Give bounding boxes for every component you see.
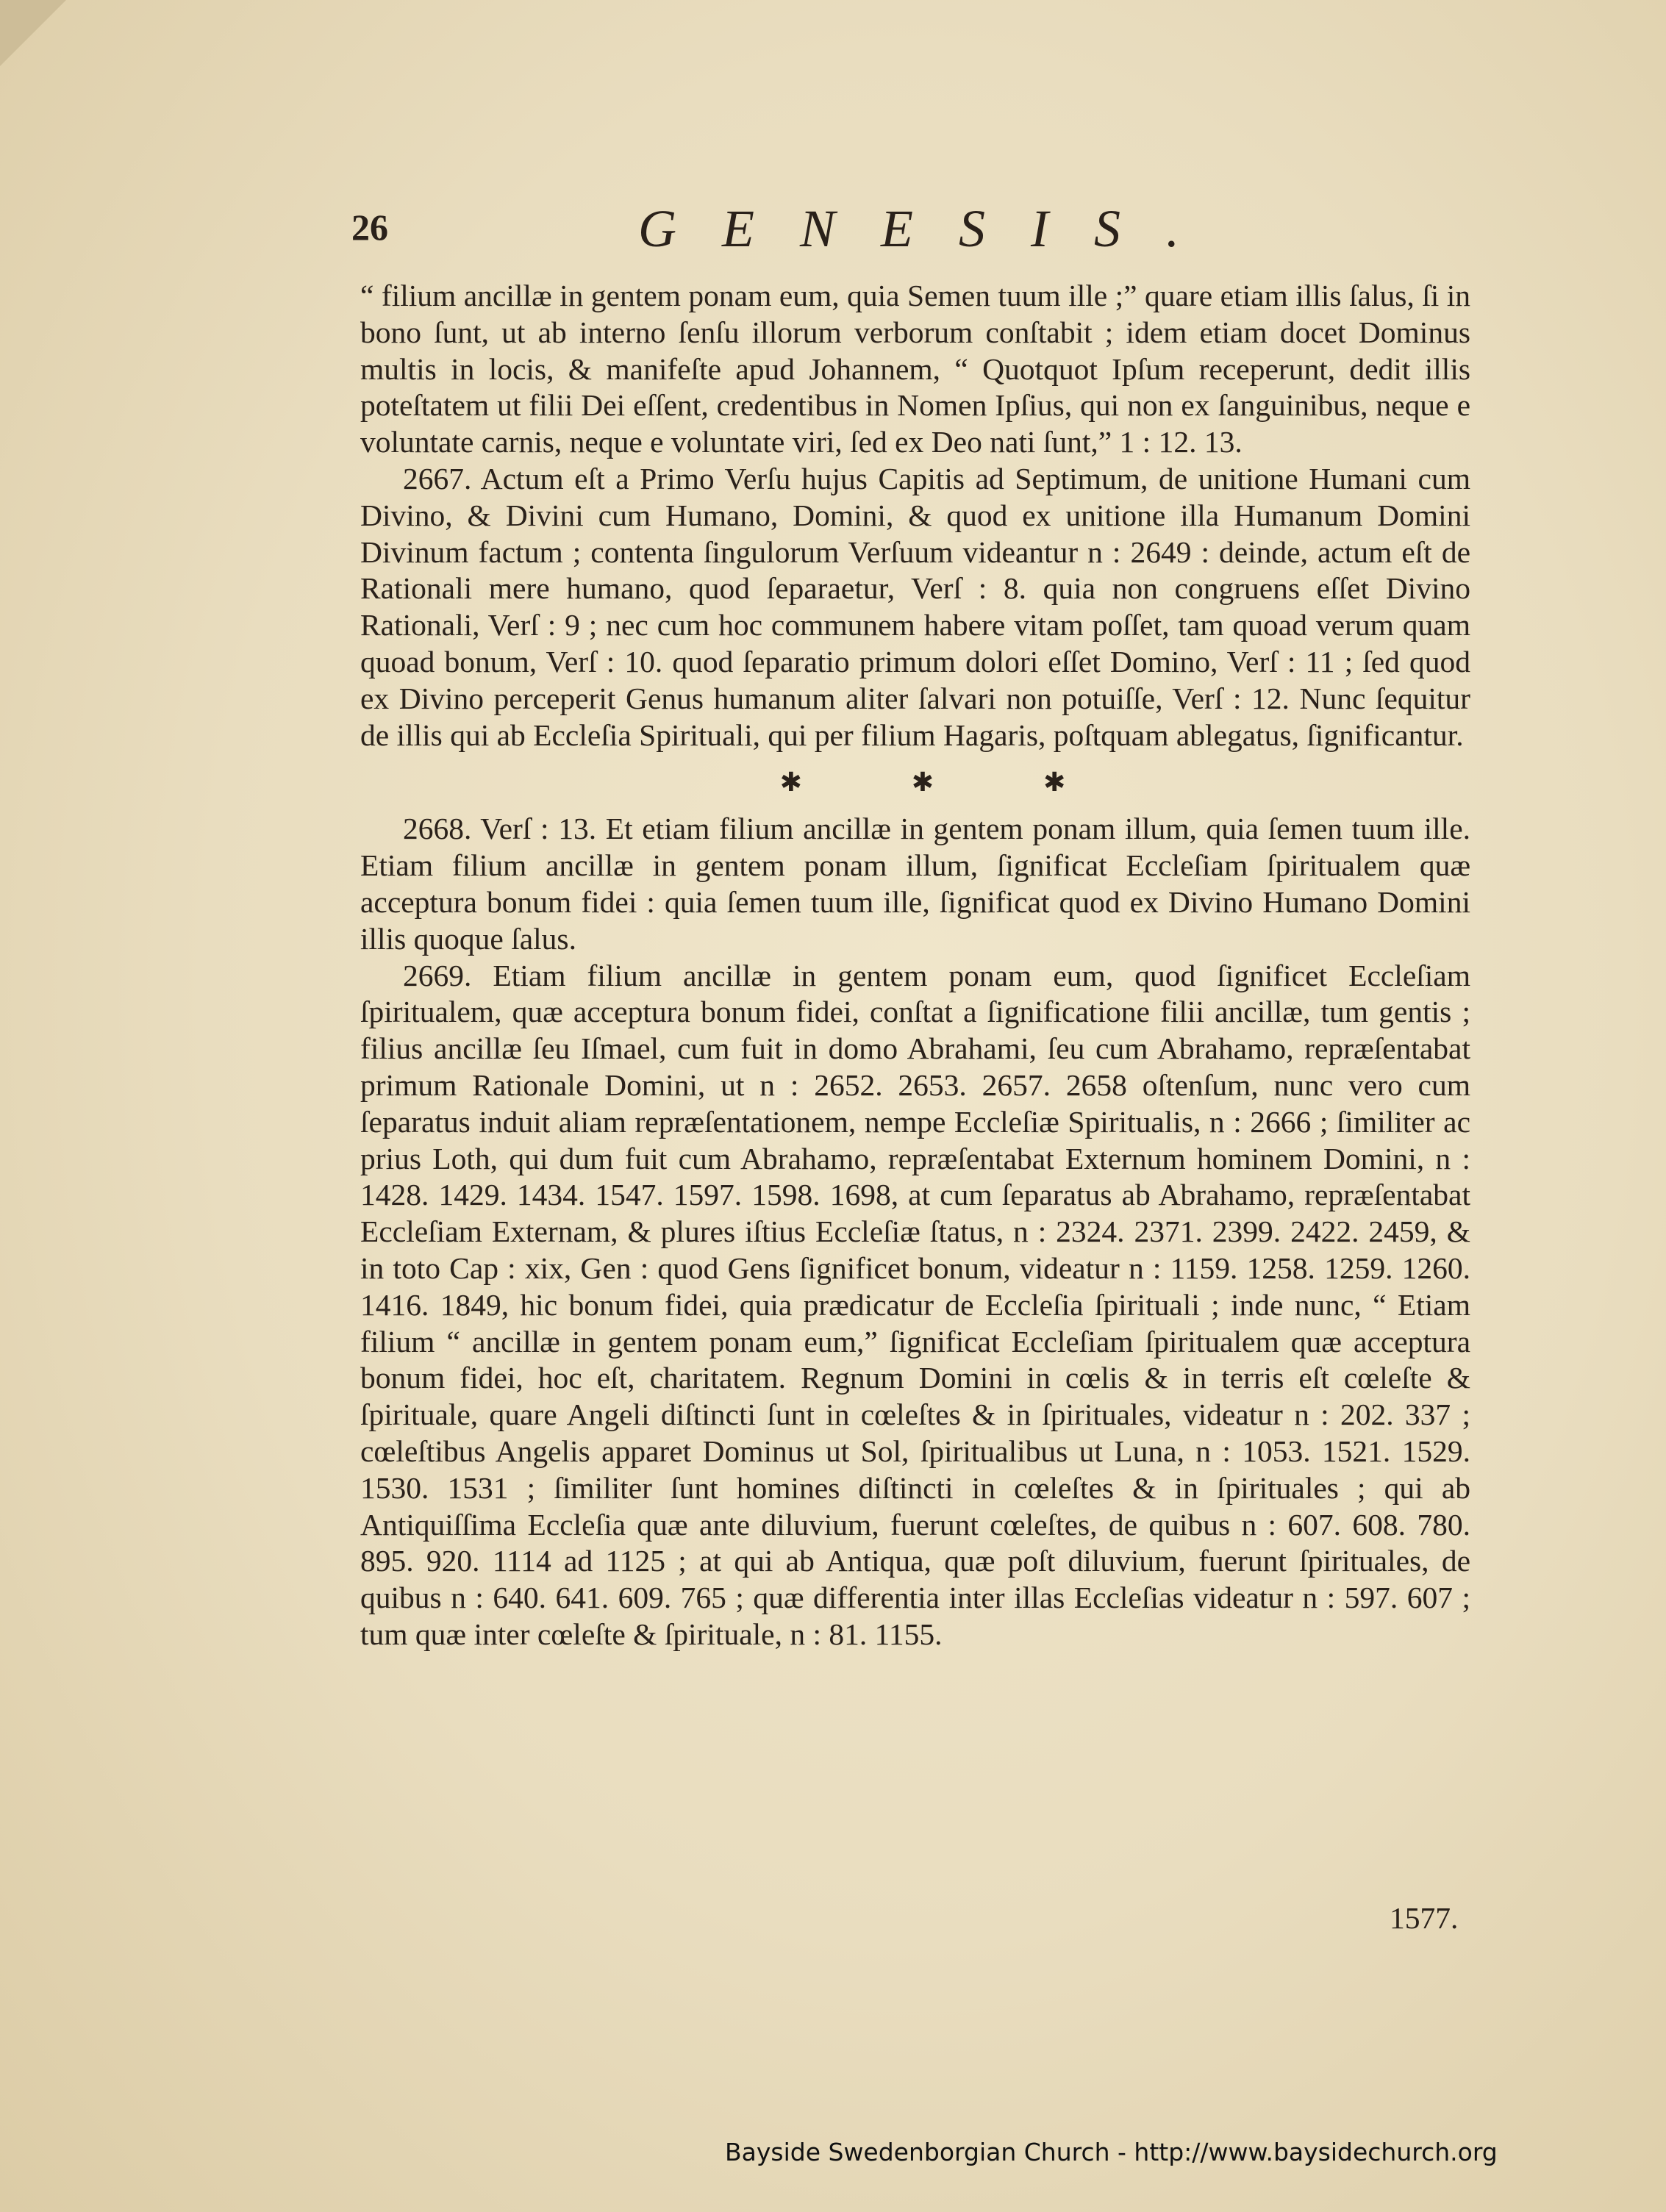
asterisk-ornament-icon: ✱ <box>911 767 934 798</box>
paragraph-continuation: “ filium ancillæ in gentem ponam eum, quia Semen tuum ille ;” quare etiam illis ſalus, ſi in bono ſunt, ut ab interno ſenſu illorum verborum conſtabit ; idem etiam docet Dominus multis in locis, & manifeſte apud Johannem, “ Quotquot Ipſum receperunt, dedit illis poteſtatem ut filii Dei eſſent, credentibus in Nomen Ipſius, qui non ex ſanguinibus, neque e voluntate carnis, neque e voluntate viri, ſed ex Deo nati ſunt,” 1 : 12. 13. <box>360 279 1470 459</box>
footer-credit: Bayside Swedenborgian Church - http://www.baysidechurch.org <box>725 2138 1498 2166</box>
asterisk-ornament-icon: ✱ <box>1043 767 1066 798</box>
page-header <box>351 198 1498 265</box>
body-text <box>360 278 1470 1653</box>
paragraph-2669: 2669. Etiam filium ancillæ in gentem ponam eum, quod ſignificet Eccleſiam ſpiritualem, quæ acceptura bonum fidei, conſtat a ſignificatione filii ancillæ, tum gentis ; filius ancillæ ſeu Iſmael, cum fuit in domo Abrahami, ſeu cum Abrahamo, repræſentabat primum Rationale Domini, ut n : 2652. 2653. 2657. 2658 oſtenſum, nunc vero cum ſeparatus induit aliam repræſentationem, nempe Eccleſiæ Spiritualis, n : 2666 ; ſimiliter ac prius Loth, qui dum fuit cum Abrahamo, repræſentabat Externum hominem Domini, n : 1428. 1429. 1434. 1547. 1597. 1598. 1698, at cum ſeparatus ab Abrahamo, repræſentabat Eccleſiam Externam, & plures iſtius Eccleſiæ ſtatus, n : 2324. 2371. 2399. 2422. 2459, & in toto Cap : xix, Gen : quod Gens ſignificet bonum, videatur n : 1159. 1258. 1259. 1260. 1416. 1849, hic bonum fidei, quia prædicatur de Eccleſia ſpirituali ; inde nunc, “ Etiam filium “ ancillæ in gentem ponam eum,” ſignificat Eccleſiam ſpiritualem quæ acceptura bonum fidei, hoc eſt, charitatem. Regnum Domini in cœlis & in terris eſt cœleſte & ſpirituale, quare Angeli diſtincti ſunt in cœleſtes & in ſpirituales, videatur n : 202. 337 ; cœleſtibus Angelis apparet Dominus ut Sol, ſpiritualibus ut Luna, n : 1053. 1521. 1529. 1530. 1531 ; ſimiliter ſunt homines diſtincti in cœleſtes & in ſpirituales ; qui ab Antiquiſſima Eccleſia quæ ante diluvium, fuerunt cœleſtes, de quibus n : 607. 608. 780. 895. 920. 1114 ad 1125 ; at qui ab Antiqua, quæ poſt diluvium, fuerunt ſpirituales, de quibus n : 640. 641. 609. 765 ; quæ differentia inter illas Eccleſias videatur n : 597. 607 ; tum quæ inter cœleſte & ſpirituale, n : 81. 1155. <box>360 958 1470 1651</box>
asterisk-ornament-icon: ✱ <box>779 767 802 798</box>
paragraph-2668: 2668. Verſ : 13. Et etiam filium ancillæ in gentem ponam illum, quia ſemen tuum ille. Etiam filium ancillæ in gentem ponam illum, ſignificat Eccleſiam ſpiritualem quæ acceptura bonum fidei : quia ſemen tuum ille, ſignificat quod ex Divino Humano Domini illis quoque ſalus. <box>360 812 1470 956</box>
page-number: 26 <box>351 207 388 248</box>
page-corner-fold <box>0 0 66 66</box>
catchword: 1577. <box>1390 1901 1459 1935</box>
paragraph-2667: 2667. Actum eſt a Primo Verſu hujus Capitis ad Septimum, de unitione Humani cum Divino, & Divini cum Humano, Domini, & quod ex unitione illa Humanum Domini Divinum factum ; contenta ſingulorum Verſuum videantur n : 2649 : deinde, actum eſt de Rationali mere humano, quod ſeparaetur, Verſ : 8. quia non congruens eſſet Divino Rationali, Verſ : 9 ; nec cum hoc communem habere vitam poſſet, tam quoad verum quam quoad bonum, Verſ : 10. quod ſeparatio primum dolori eſſet Domino, Verſ : 11 ; ſed quod ex Divino perceperit Genus humanum aliter ſalvari non potuiſſe, Verſ : 12. Nunc ſequitur de illis qui ab Eccleſia Spirituali, qui per filium Hagaris, poſtquam ablegatus, ſignificantur. <box>360 461 1470 752</box>
running-title: GENESIS. <box>638 199 1225 258</box>
section-separator <box>360 754 1470 811</box>
